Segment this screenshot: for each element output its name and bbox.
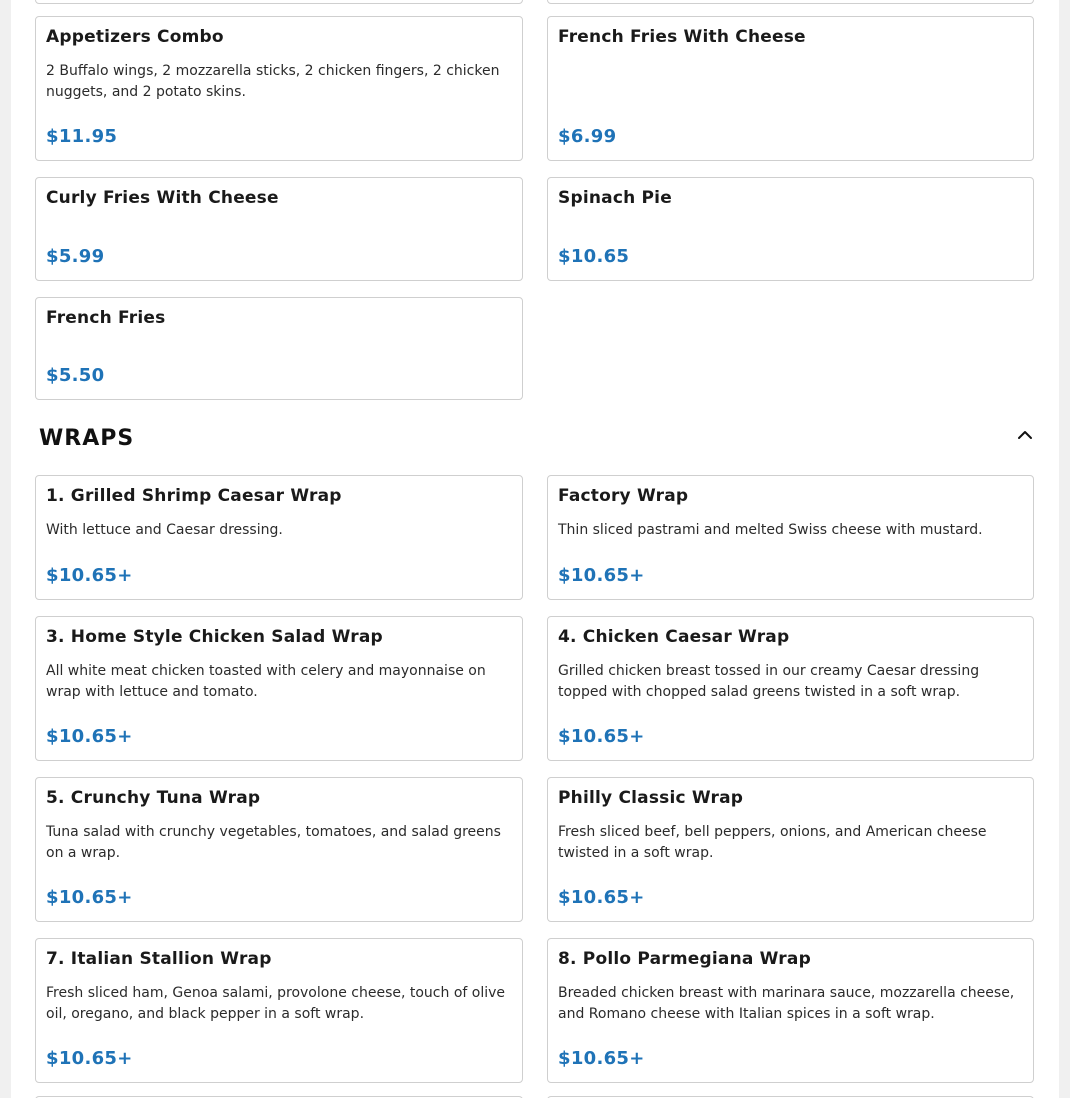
menu-item-name: 8. Pollo Parmegiana Wrap [558, 949, 811, 969]
menu-item-card[interactable] [35, 177, 523, 281]
menu-item-name: Philly Classic Wrap [558, 788, 744, 808]
menu-item-price: $10.65+ [46, 565, 133, 586]
menu-item-price: $10.65 [558, 246, 630, 267]
menu-item-name: French Fries [46, 308, 166, 328]
menu-item-price: $10.65+ [558, 1048, 645, 1069]
menu-item-description: With lettuce and Caesar dressing. [46, 522, 283, 538]
menu-item-description: Fresh sliced ham, Genoa salami, provolone cheese, touch of olive oil, oregano, and black pepper in a soft wrap. [46, 985, 506, 1022]
menu-item-card[interactable] [547, 777, 1034, 922]
collapse-section-button[interactable] [1015, 424, 1035, 444]
menu-item-card[interactable] [35, 297, 523, 400]
section-title-wraps: WRAPS [39, 426, 135, 451]
menu-item-name: 3. Home Style Chicken Salad Wrap [46, 627, 383, 647]
menu-item-card[interactable] [35, 777, 523, 922]
menu-item-price: $10.65+ [46, 1048, 133, 1069]
menu-item-description: All white meat chicken toasted with celery and mayonnaise on wrap with lettuce and tomato. [46, 663, 486, 700]
menu-item-name: 4. Chicken Caesar Wrap [558, 627, 790, 647]
menu-item-card[interactable] [547, 177, 1034, 281]
menu-item-price: $10.65+ [558, 726, 645, 747]
menu-item-description: Breaded chicken breast with marinara sauce, mozzarella cheese, and Romano cheese with Italian spices in a soft wrap. [558, 985, 1015, 1022]
menu-item-card[interactable] [547, 475, 1034, 600]
menu-item-card[interactable] [35, 616, 523, 761]
menu-item-name: 7. Italian Stallion Wrap [46, 949, 272, 969]
menu-item-name: Curly Fries With Cheese [46, 188, 279, 208]
menu-item-price: $6.99 [558, 126, 617, 147]
menu-item-card[interactable] [547, 938, 1034, 1083]
menu-item-price: $10.65+ [558, 887, 645, 908]
menu-item-description: Tuna salad with crunchy vegetables, tomatoes, and salad greens on a wrap. [46, 824, 501, 861]
menu-item-description: Grilled chicken breast tossed in our creamy Caesar dressing topped with chopped salad greens twisted in a soft wrap. [558, 663, 980, 700]
menu-item-description: Thin sliced pastrami and melted Swiss cheese with mustard. [558, 522, 983, 538]
menu-item-card[interactable] [547, 616, 1034, 761]
menu-item-price: $5.50 [46, 365, 105, 386]
menu-item-card-partial[interactable] [547, 0, 1034, 4]
menu-item-description: Fresh sliced beef, bell peppers, onions, and American cheese twisted in a soft wrap. [558, 824, 987, 861]
menu-item-name: Factory Wrap [558, 486, 689, 506]
menu-page [11, 0, 1059, 1098]
menu-item-card[interactable] [35, 16, 523, 161]
menu-item-name: 1. Grilled Shrimp Caesar Wrap [46, 486, 342, 506]
menu-item-description: 2 Buffalo wings, 2 mozzarella sticks, 2 chicken fingers, 2 chicken nuggets, and 2 potato skins. [46, 63, 500, 100]
menu-item-card-partial[interactable] [35, 0, 523, 4]
menu-item-name: French Fries With Cheese [558, 27, 806, 47]
menu-item-card[interactable] [547, 16, 1034, 161]
menu-item-price: $10.65+ [46, 726, 133, 747]
menu-item-price: $10.65+ [558, 565, 645, 586]
menu-item-price: $5.99 [46, 246, 105, 267]
menu-item-name: Spinach Pie [558, 188, 672, 208]
menu-item-card[interactable] [35, 475, 523, 600]
menu-item-name: 5. Crunchy Tuna Wrap [46, 788, 261, 808]
menu-item-card[interactable] [35, 938, 523, 1083]
menu-item-name: Appetizers Combo [46, 27, 224, 47]
chevron-up-icon [1015, 424, 1035, 444]
menu-item-price: $10.65+ [46, 887, 133, 908]
menu-item-price: $11.95 [46, 126, 118, 147]
